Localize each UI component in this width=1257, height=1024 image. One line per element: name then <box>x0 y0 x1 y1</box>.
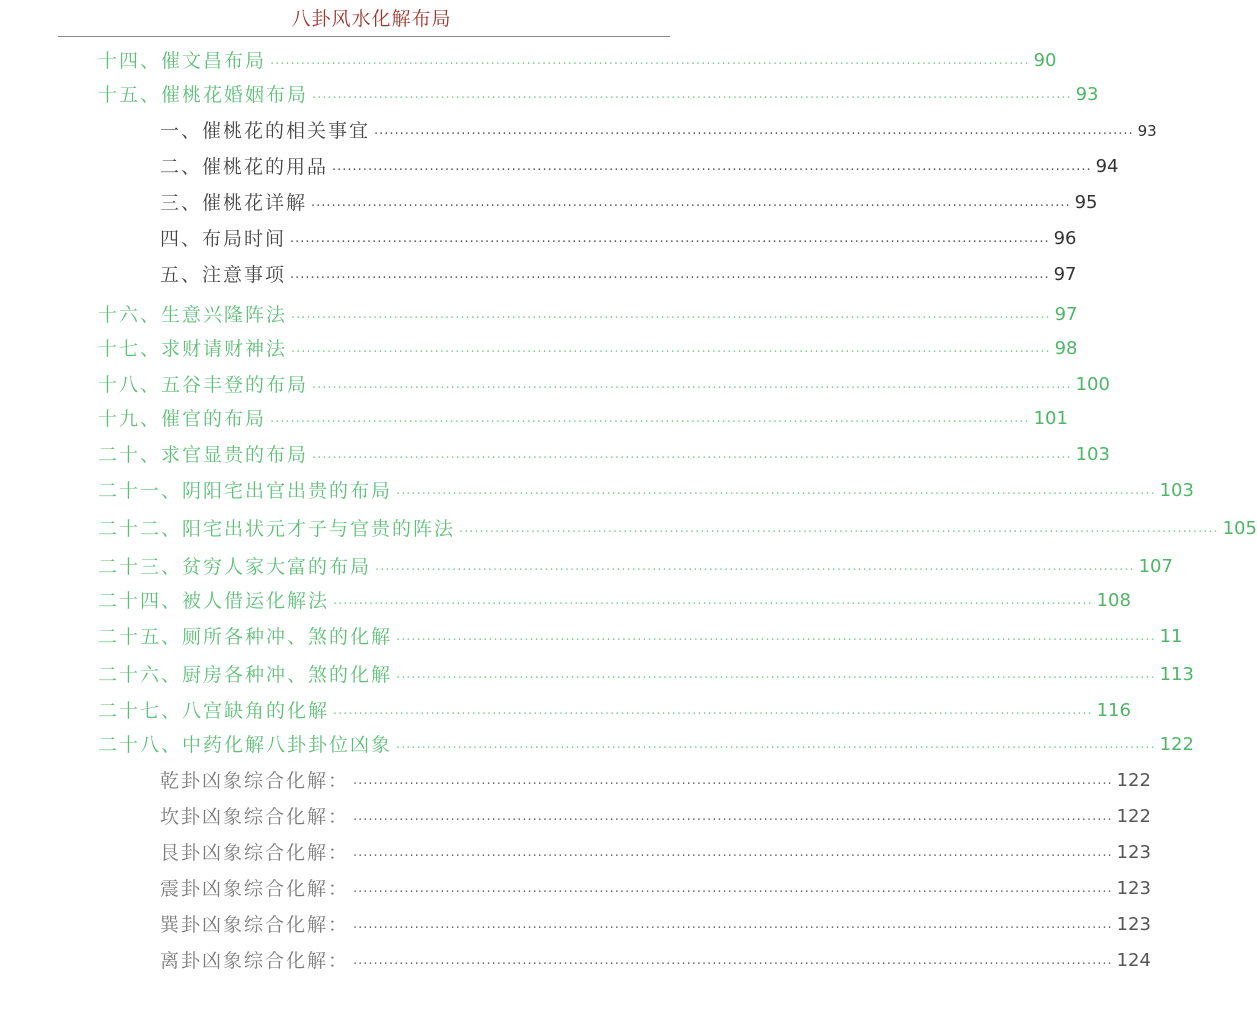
toc-entry-label: 二、催桃花的用品 <box>160 156 329 178</box>
toc-entry-label: 二十八、中药化解八卦卦位凶象 <box>98 734 393 756</box>
toc-entry-label: 十四、催文昌布局 <box>98 50 267 72</box>
dot-leader: .................................................................................................................................................... <box>353 773 1113 788</box>
toc-entry-label: 五、注意事项 <box>160 264 287 286</box>
toc-entry-label: 二十七、八宫缺角的化解 <box>98 700 330 722</box>
toc-entry[interactable] <box>98 440 1110 470</box>
toc-entry[interactable] <box>98 730 1194 760</box>
toc-entry[interactable] <box>160 116 1157 146</box>
toc-entry-page: 124 <box>1116 950 1151 971</box>
toc-entry[interactable] <box>160 224 1077 254</box>
dot-leader: .................................................................................................................................................... <box>312 87 1072 102</box>
toc-entry-page: 96 <box>1053 228 1077 249</box>
toc-entry-label: 离卦凶象综合化解： <box>160 950 350 972</box>
toc-entry[interactable] <box>98 334 1078 364</box>
toc-entry-page: 95 <box>1074 192 1098 213</box>
dot-leader: .................................................................................................................................................... <box>291 341 1051 356</box>
toc-entry-label: 坎卦凶象综合化解： <box>160 806 350 828</box>
toc-entry[interactable] <box>160 910 1151 940</box>
toc-entry[interactable] <box>98 586 1131 616</box>
toc-entry-page: 93 <box>1075 84 1099 105</box>
dot-leader: .................................................................................................................................................... <box>333 703 1093 718</box>
dot-leader: .................................................................................................................................................... <box>374 123 1134 138</box>
toc-entry-page: 122 <box>1159 734 1194 755</box>
dot-leader: .................................................................................................................................................... <box>353 809 1113 824</box>
dot-leader: .................................................................................................................................................... <box>396 667 1156 682</box>
toc-entry-label: 十九、催官的布局 <box>98 408 267 430</box>
toc-entry-label: 二十三、贫穷人家大富的布局 <box>98 556 372 578</box>
toc-entry-page: 97 <box>1053 264 1077 285</box>
toc-entry-label: 三、催桃花详解 <box>160 192 308 214</box>
toc-entry[interactable] <box>98 622 1183 652</box>
toc-entry-page: 105 <box>1222 518 1257 539</box>
toc-entry-page: 122 <box>1116 770 1151 791</box>
dot-leader: .................................................................................................................................................... <box>459 521 1219 536</box>
toc-entry[interactable] <box>160 766 1151 796</box>
dot-leader: .................................................................................................................................................... <box>332 159 1092 174</box>
toc-entry[interactable] <box>160 802 1151 832</box>
toc-entry-label: 二十一、阴阳宅出官出贵的布局 <box>98 480 393 502</box>
dot-leader: .................................................................................................................................................... <box>375 559 1135 574</box>
dot-leader: .................................................................................................................................................... <box>291 307 1051 322</box>
toc-entry-label: 二十四、被人借运化解法 <box>98 590 330 612</box>
toc-entry-page: 116 <box>1096 700 1131 721</box>
toc-entry[interactable] <box>160 260 1077 290</box>
toc-entry-page: 123 <box>1116 914 1151 935</box>
toc-entry-page: 11 <box>1159 626 1183 647</box>
toc-entry-page: 103 <box>1159 480 1194 501</box>
dot-leader: .................................................................................................................................................... <box>396 629 1156 644</box>
toc-entry-page: 93 <box>1137 122 1157 140</box>
dot-leader: .................................................................................................................................................... <box>353 881 1113 896</box>
toc-entry-page: 113 <box>1159 664 1194 685</box>
toc-entry-page: 94 <box>1095 156 1119 177</box>
dot-leader: .................................................................................................................................................... <box>290 267 1050 282</box>
toc-entry-label: 十七、求财请财神法 <box>98 338 288 360</box>
toc-entry[interactable] <box>98 552 1173 582</box>
toc-entry[interactable] <box>98 80 1099 110</box>
toc-entry-label: 巽卦凶象综合化解： <box>160 914 350 936</box>
toc-entry-label: 十八、五谷丰登的布局 <box>98 374 309 396</box>
dot-leader: .................................................................................................................................................... <box>312 377 1072 392</box>
toc-entry-label: 一、催桃花的相关事宜 <box>160 120 371 142</box>
toc-entry-label: 乾卦凶象综合化解： <box>160 770 350 792</box>
toc-entry-label: 二十五、厕所各种冲、煞的化解 <box>98 626 393 648</box>
toc-entry-label: 十五、催桃花婚姻布局 <box>98 84 309 106</box>
toc-entry-page: 90 <box>1033 50 1057 71</box>
toc-entry[interactable] <box>160 152 1119 182</box>
toc-entry-page: 100 <box>1075 374 1110 395</box>
toc-entry[interactable] <box>98 476 1194 506</box>
dot-leader: .................................................................................................................................................... <box>290 231 1050 246</box>
toc-entry-page: 107 <box>1138 556 1173 577</box>
dot-leader: .................................................................................................................................................... <box>311 195 1071 210</box>
toc-entry[interactable] <box>98 404 1068 434</box>
toc-entry[interactable] <box>98 300 1078 330</box>
toc-entry[interactable] <box>98 370 1110 400</box>
toc-entry[interactable] <box>98 696 1131 726</box>
toc-entry-label: 艮卦凶象综合化解： <box>160 842 350 864</box>
toc-entry-label: 二十、求官显贵的布局 <box>98 444 309 466</box>
toc-entry-label: 十六、生意兴隆阵法 <box>98 304 288 326</box>
toc-entry-label: 四、布局时间 <box>160 228 287 250</box>
dot-leader: .................................................................................................................................................... <box>353 953 1113 968</box>
toc-entry-page: 123 <box>1116 842 1151 863</box>
toc-entry[interactable] <box>160 838 1151 868</box>
dot-leader: .................................................................................................................................................... <box>333 593 1093 608</box>
dot-leader: .................................................................................................................................................... <box>312 447 1072 462</box>
dot-leader: .................................................................................................................................................... <box>396 737 1156 752</box>
dot-leader: .................................................................................................................................................... <box>270 411 1030 426</box>
running-header-title: 八卦风水化解布局 <box>291 8 452 30</box>
toc-entry-label: 震卦凶象综合化解： <box>160 878 350 900</box>
dot-leader: .................................................................................................................................................... <box>396 483 1156 498</box>
toc-entry-page: 123 <box>1116 878 1151 899</box>
toc-entry-page: 103 <box>1075 444 1110 465</box>
dot-leader: .................................................................................................................................................... <box>353 917 1113 932</box>
dot-leader: .................................................................................................................................................... <box>270 53 1030 68</box>
toc-entry-page: 101 <box>1033 408 1068 429</box>
toc-entry-label: 二十二、阳宅出状元才子与官贵的阵法 <box>98 518 456 540</box>
toc-entry-label: 二十六、厨房各种冲、煞的化解 <box>98 664 393 686</box>
toc-entry[interactable] <box>160 188 1098 218</box>
toc-entry-page: 122 <box>1116 806 1151 827</box>
toc-entry-page: 97 <box>1054 304 1078 325</box>
toc-entry-page: 98 <box>1054 338 1078 359</box>
toc-entry[interactable] <box>160 874 1151 904</box>
dot-leader: .................................................................................................................................................... <box>353 845 1113 860</box>
toc-entry[interactable] <box>98 514 1257 544</box>
toc-entry[interactable] <box>160 946 1151 976</box>
toc-entry[interactable] <box>98 46 1057 76</box>
toc-entry[interactable] <box>98 660 1194 690</box>
toc-entry-page: 108 <box>1096 590 1131 611</box>
